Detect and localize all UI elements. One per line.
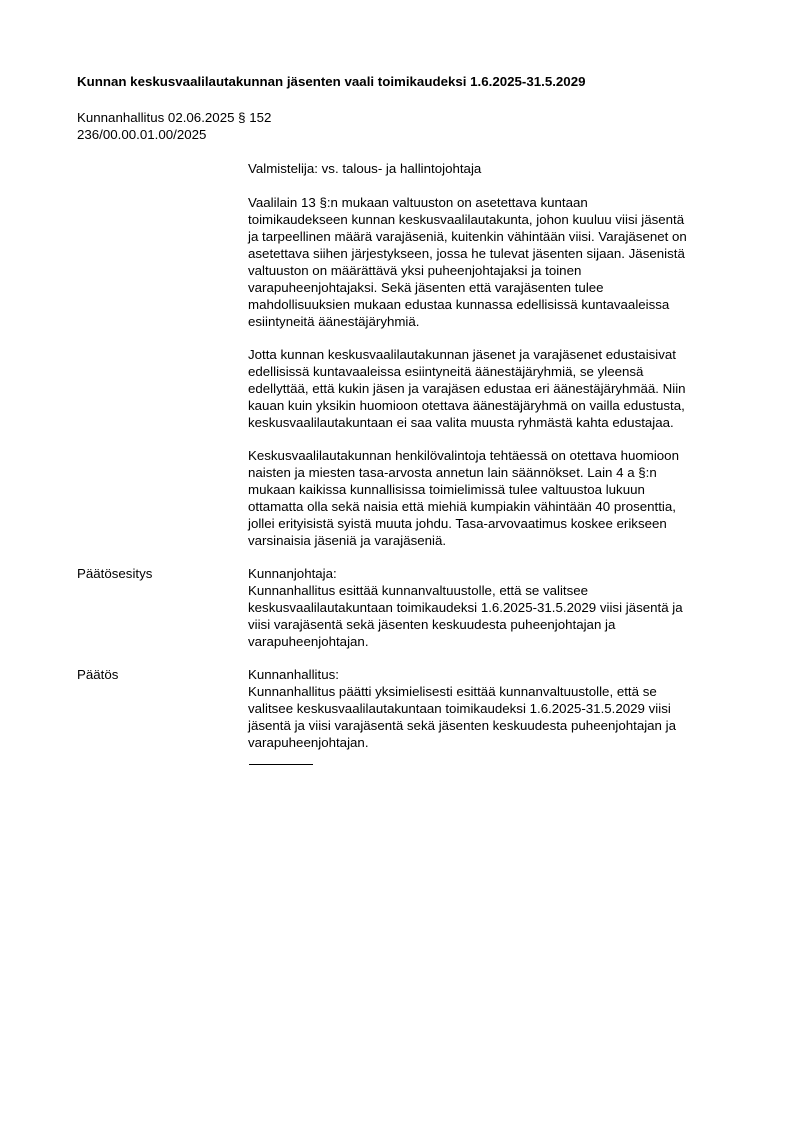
paragraph-line: asetettava siihen järjestykseen, jossa he tulevat jäsenten sijaan. Jäsenistä: [248, 246, 685, 261]
proposal-line: varapuheenjohtajan.: [248, 634, 369, 649]
paragraph-line: Jotta kunnan keskusvaalilautakunnan jäsenet ja varajäsenet edustaisivat: [248, 347, 676, 362]
paragraph-line: jollei erityisistä syistä muuta johdu. Tasa-arvovaatimus koskee erikseen: [248, 516, 667, 531]
paragraph-3: [248, 447, 748, 549]
decision-line: Kunnanhallitus päätti yksimielisesti esittää kunnanvaltuustolle, että se: [248, 684, 657, 699]
paragraph-line: ja tarpeellinen määrä varajäseniä, kuitenkin vähintään viisi. Varajäsenet on: [248, 229, 687, 244]
paragraph-line: kauan kuin yksikin huomioon otettava äänestäjäryhmä on vailla edustusta,: [248, 398, 685, 413]
proposal-speaker: Kunnanjohtaja:: [248, 566, 337, 581]
decision-line: valitsee keskusvaalilautakuntaan toimikaudeksi 1.6.2025-31.5.2029 viisi: [248, 701, 671, 716]
paragraph-line: esiintyneitä äänestäjäryhmiä.: [248, 314, 420, 329]
document-title: Kunnan keskusvaalilautakunnan jäsenten vaali toimikaudeksi 1.6.2025-31.5.2029: [77, 74, 586, 89]
decision-label: Päätös: [77, 667, 119, 682]
paragraph-line: edellisissä kuntavaaleissa esiintyneitä äänestäjäryhmiä, se yleensä: [248, 364, 644, 379]
paragraph-line: varapuheenjohtajaksi. Sekä jäsenten että varajäsenten tulee: [248, 280, 604, 295]
paragraph-1: [248, 194, 748, 330]
paragraph-line: mahdollisuuksien mukaan edustaa kunnassa edellisissä kuntavaaleissa: [248, 297, 670, 312]
decision-line: varapuheenjohtajan.: [248, 735, 369, 750]
decision-speaker: Kunnanhallitus:: [248, 667, 339, 682]
paragraph-line: naisten ja miesten tasa-arvosta annetun lain säännökset. Lain 4 a §:n: [248, 465, 657, 480]
preparer: [248, 160, 748, 177]
paragraph-line: toimikaudekseen kunnan keskusvaalilautakunta, johon kuuluu viisi jäsentä: [248, 212, 685, 227]
paragraph-line: valtuuston on määrättävä yksi puheenjohtajaksi ja toinen: [248, 263, 582, 278]
paragraph-line: ottamatta olla sekä naisia että miehiä kumpiakin vähintään 40 prosenttia,: [248, 499, 676, 514]
meeting-reference: Kunnanhallitus 02.06.2025 § 152: [77, 110, 272, 125]
body-paragraph: [248, 194, 748, 330]
paragraph-line: edellyttää, että kukin jäsen ja varajäsen edustaa eri äänestäjäryhmää. Niin: [248, 381, 686, 396]
paragraph-line: Vaalilain 13 §:n mukaan valtuuston on asetettava kuntaan: [248, 195, 588, 210]
proposal-line: keskusvaalilautakuntaan toimikaudeksi 1.6.2025-31.5.2029 viisi jäsentä ja: [248, 600, 683, 615]
paragraph-line: Keskusvaalilautakunnan henkilövalintoja tehtäessä on otettava huomioon: [248, 448, 679, 463]
proposal-line: viisi varajäsentä sekä jäsenten keskuudesta puheenjohtajan ja: [248, 617, 616, 632]
decision-section: [248, 666, 748, 751]
paragraph-line: mukaan kaikissa kunnallisissa toimielimissä tulee valtuustoa lukuun: [248, 482, 645, 497]
decision-line: jäsentä ja viisi varajäsentä sekä jäsenten keskuudesta puheenjohtajan ja: [248, 718, 677, 733]
decision-paragraph: [248, 666, 748, 751]
paragraph-line: varsinaisia jäseniä ja varajäseniä.: [248, 533, 447, 548]
paragraph-2: [248, 346, 748, 431]
preparer-text: Valmistelija: vs. talous- ja hallintojohtaja: [248, 161, 482, 176]
proposal-paragraph: [248, 565, 748, 650]
proposal-line: Kunnanhallitus esittää kunnanvaltuustolle, että se valitsee: [248, 583, 589, 598]
body-paragraph: [248, 346, 748, 431]
body-paragraph: [248, 447, 748, 549]
diary-number: 236/00.00.01.00/2025: [77, 127, 207, 142]
proposal-label: Päätösesitys: [77, 566, 153, 581]
end-rule: [249, 764, 313, 765]
proposal-section: [248, 565, 748, 650]
paragraph-line: keskusvaalilautakuntaan ei saa valita muusta ryhmästä kahta edustajaa.: [248, 415, 674, 430]
meeting-reference-block: [77, 109, 271, 143]
